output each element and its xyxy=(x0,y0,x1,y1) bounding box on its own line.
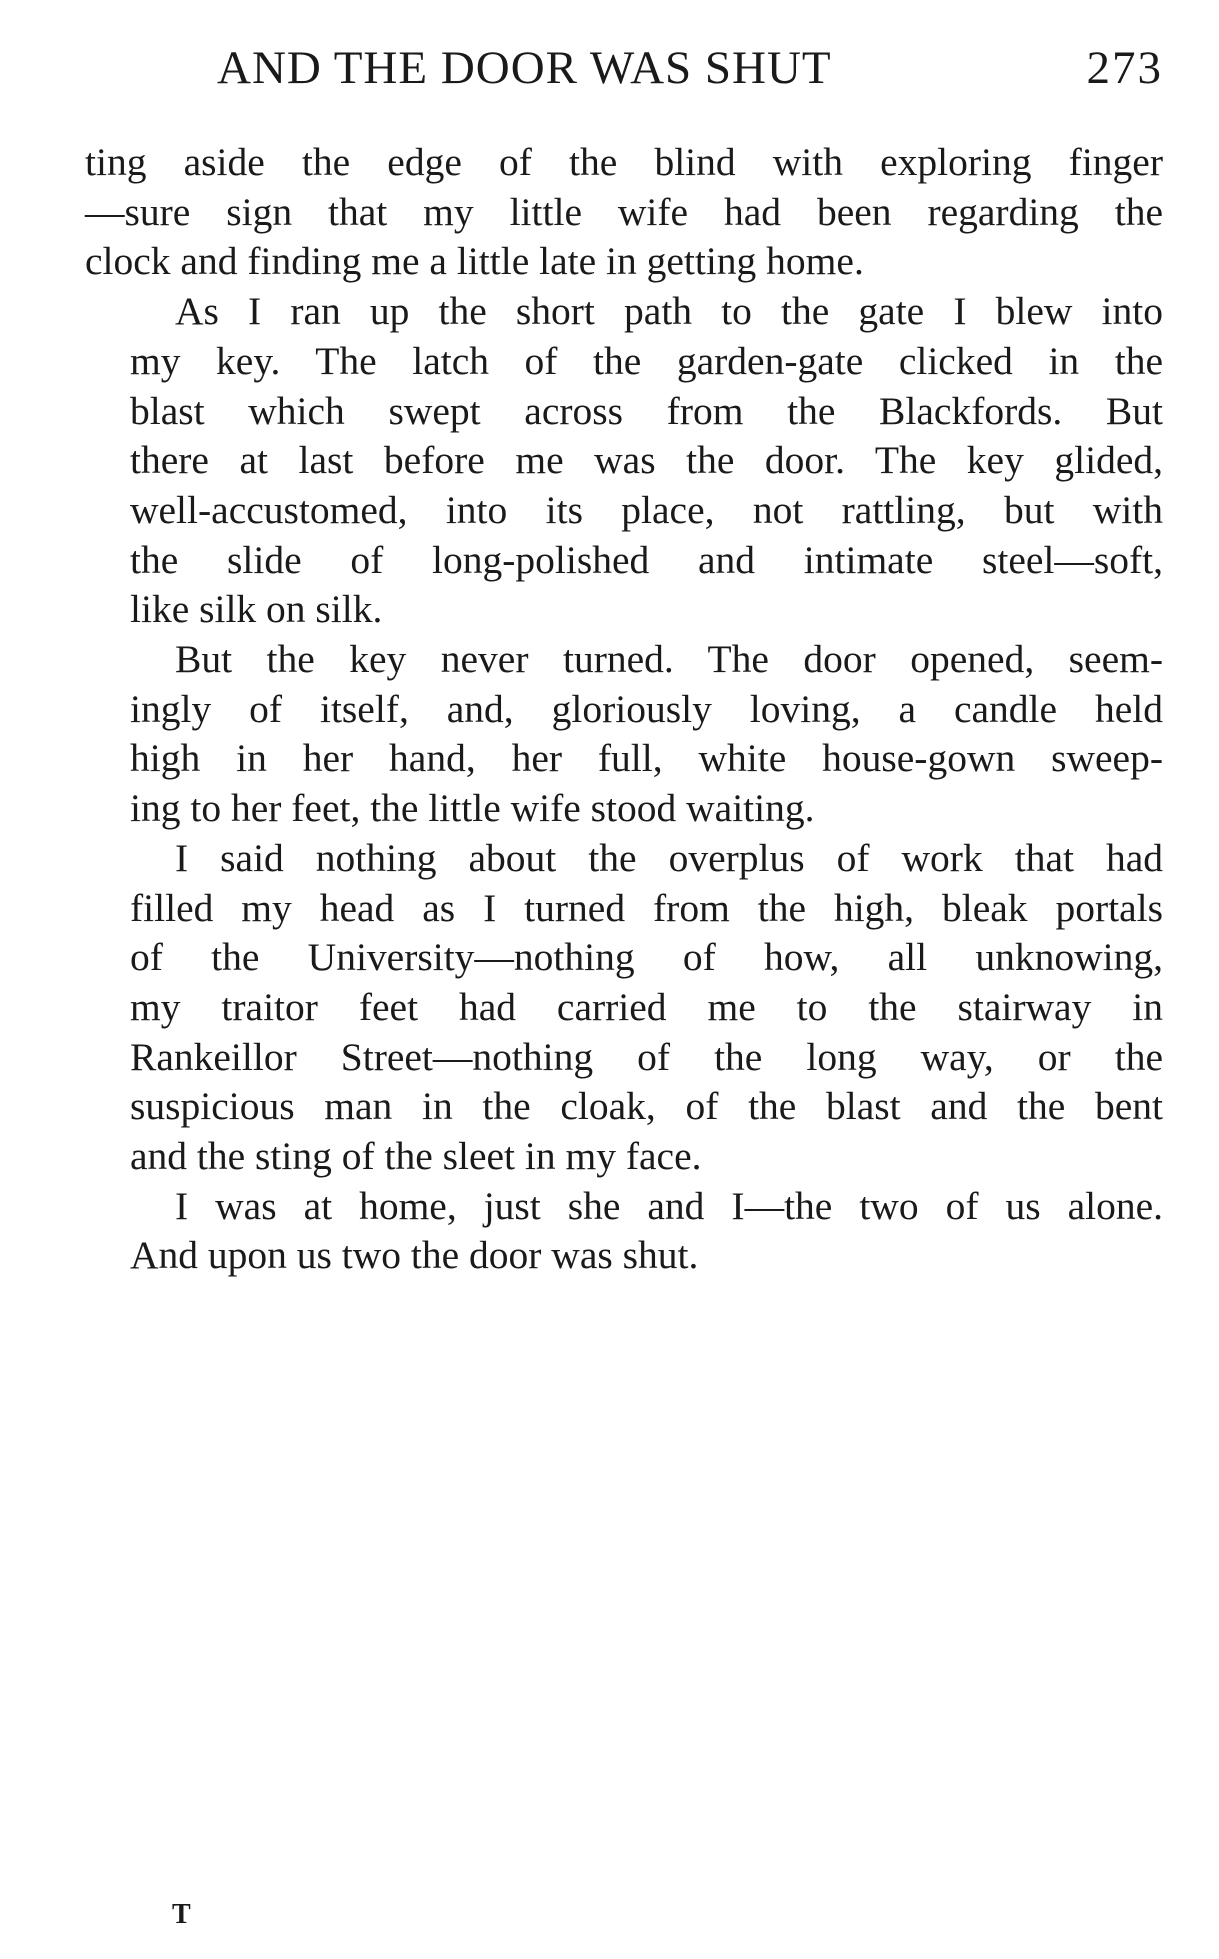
running-head xyxy=(85,38,1163,98)
paragraph xyxy=(85,635,1163,834)
text-line: But the key never turned. The door opened, seem- xyxy=(175,637,1163,682)
text-line: ingly of itself, and, gloriously loving, a candle held xyxy=(130,686,1163,731)
text-line: ing to her feet, the little wife stood waiting. xyxy=(130,786,815,831)
text-line: like silk on silk. xyxy=(130,587,383,632)
text-line: I was at home, just she and I—the two of us alone. xyxy=(175,1183,1163,1228)
text-line: the slide of long-polished and intimate steel—soft, xyxy=(130,537,1163,582)
text-line: I said nothing about the overplus of work that had xyxy=(175,835,1163,880)
running-title: AND THE DOOR WAS SHUT xyxy=(217,42,832,94)
text-line: my traitor feet had carried me to the stairway in xyxy=(130,984,1163,1029)
signature-mark: T xyxy=(172,1899,191,1930)
body-text xyxy=(85,138,1163,1281)
text-line: As I ran up the short path to the gate I blew into xyxy=(175,289,1163,334)
paragraph xyxy=(85,287,1163,635)
text-line: Rankeillor Street—nothing of the long way, or the xyxy=(130,1034,1163,1079)
text-line: blast which swept across from the Blackfords. But xyxy=(130,388,1163,433)
paragraph xyxy=(85,138,1163,287)
text-line: of the University—nothing of how, all unknowing, xyxy=(130,935,1163,980)
text-line: and the sting of the sleet in my face. xyxy=(130,1134,702,1179)
text-line: well-accustomed, into its place, not rattling, but with xyxy=(130,487,1163,532)
text-line: ting aside the edge of the blind with exploring finger xyxy=(85,140,1163,184)
text-line: there at last before me was the door. The key glided, xyxy=(130,438,1163,483)
text-line: filled my head as I turned from the high, bleak portals xyxy=(130,885,1163,930)
text-line: suspicious man in the cloak, of the blast and the bent xyxy=(130,1084,1163,1129)
text-line: clock and finding me a little late in getting home. xyxy=(85,239,864,284)
paragraph xyxy=(85,834,1163,1182)
text-line: my key. The latch of the garden-gate clicked in the xyxy=(130,338,1163,383)
page-number: 273 xyxy=(1086,42,1163,94)
text-line: high in her hand, her full, white house-gown sweep- xyxy=(130,736,1163,781)
text-line: And upon us two the door was shut. xyxy=(130,1233,699,1278)
paragraph xyxy=(85,1182,1163,1281)
text-line: —sure sign that my little wife had been regarding the xyxy=(85,189,1163,234)
